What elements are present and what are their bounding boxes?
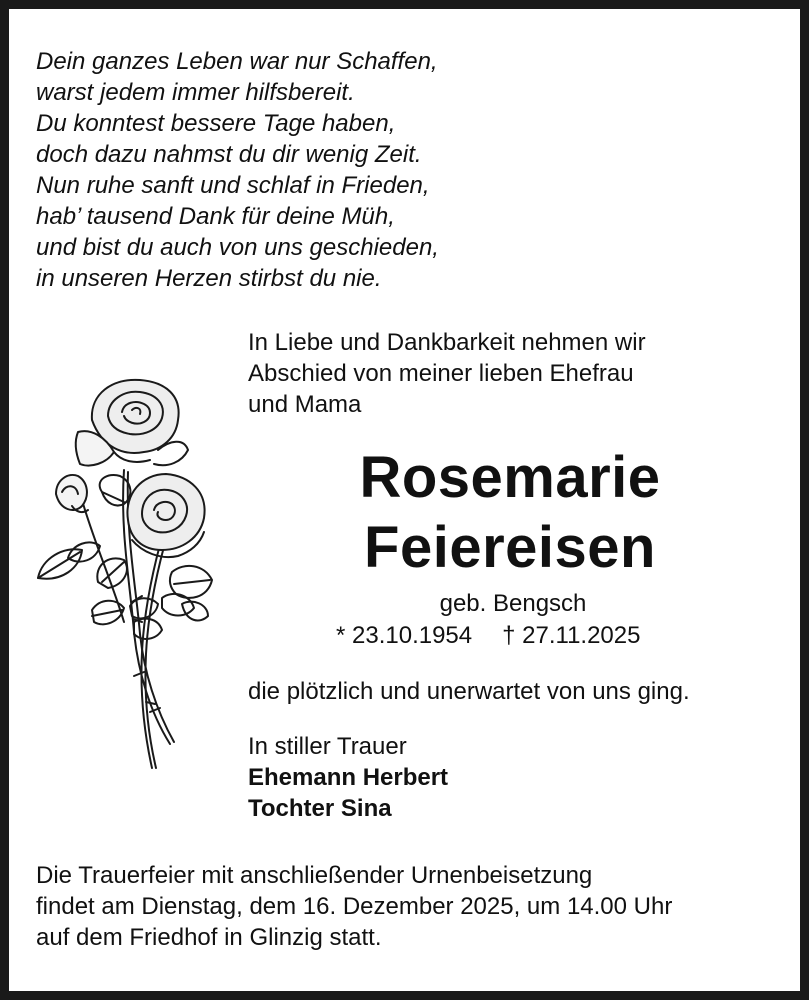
mourner-name: Ehemann Herbert <box>248 764 449 791</box>
intro-text <box>248 327 646 420</box>
funeral-line: auf dem Friedhof in Glinzig statt. <box>36 924 382 951</box>
poem-line: Du konntest bessere Tage haben, <box>36 110 396 137</box>
birth-date: * 23.10.1954 <box>336 622 473 649</box>
mourners-heading: In stiller Trauer <box>248 733 407 760</box>
mourners <box>248 731 448 824</box>
sudden-death-line: die plötzlich und unerwartet von uns ging. <box>248 678 690 705</box>
poem <box>36 46 439 294</box>
intro-line: In Liebe und Dankbarkeit nehmen wir <box>248 329 646 356</box>
roses-drawing-icon <box>32 372 222 772</box>
poem-line: Nun ruhe sanft und schlaf in Frieden, <box>36 172 430 199</box>
death-date: † 27.11.2025 <box>502 622 641 649</box>
intro-line: Abschied von meiner lieben Ehefrau <box>248 360 634 387</box>
intro-line: und Mama <box>248 391 362 418</box>
funeral-info <box>36 860 672 953</box>
funeral-line: Die Trauerfeier mit anschließender Urnenbeisetzung <box>36 862 593 889</box>
poem-line: doch dazu nahmst du dir wenig Zeit. <box>36 141 422 168</box>
funeral-line: findet am Dienstag, dem 16. Dezember 2025, um 14.00 Uhr <box>36 893 673 920</box>
deceased-first-name: Rosemarie <box>359 445 661 510</box>
poem-line: Dein ganzes Leben war nur Schaffen, <box>36 48 438 75</box>
poem-line: und bist du auch von uns geschieden, <box>36 234 439 261</box>
life-dates <box>336 621 640 651</box>
poem-line: hab’ tausend Dank für deine Müh, <box>36 203 395 230</box>
deceased-last-name: Feiereisen <box>364 515 656 580</box>
mourner-name: Tochter Sina <box>248 795 392 822</box>
poem-line: in unseren Herzen stirbst du nie. <box>36 265 382 292</box>
poem-line: warst jedem immer hilfsbereit. <box>36 79 355 106</box>
birth-name: geb. Bengsch <box>439 590 587 617</box>
